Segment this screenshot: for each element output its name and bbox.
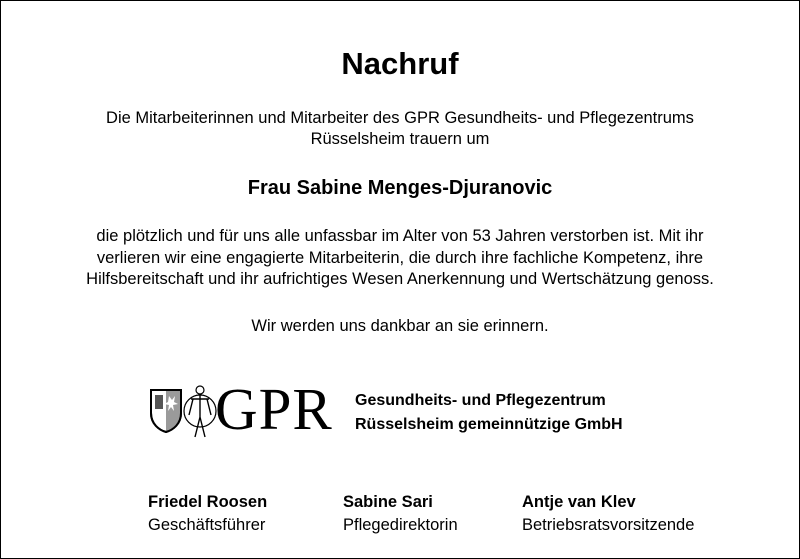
signatory-name: Friedel Roosen [148,493,268,511]
body-line: Hilfsbereitschaft und ihr aufrichtiges Wesen Anerkennung und Wertschätzung genoss. [86,270,714,288]
company-name [355,389,623,437]
deceased-name: Frau Sabine Menges-Djuranovic [247,177,553,199]
signatory-role: Pflegedirektorin [343,516,458,534]
intro-line: Rüsselsheim trauern um [310,130,490,148]
coat-of-arms-icon [149,387,183,433]
signatory [148,491,267,537]
body-line: verlieren wir eine engagierte Mitarbeiterin, die durch ihre fachliche Kompetenz, ihre [96,248,704,267]
gpr-logo [149,376,659,445]
intro-line: Die Mitarbeiterinnen und Mitarbeiter des GPR Gesundheits- und Pflegezentrums [106,109,694,127]
intro-text [1,108,799,150]
signatory-name: Antje van Klev [522,493,636,511]
company-line: Gesundheits- und Pflegezentrum [355,392,606,409]
body-line: die plötzlich und für uns alle unfassbar im Alter von 53 Jahren verstorben ist. Mit ihr [96,227,704,245]
gpr-wordmark: GPR [215,376,333,442]
body-text [1,226,799,291]
signatory-role: Betriebsratsvorsitzende [522,516,695,534]
company-line: Rüsselsheim gemeinnützige GmbH [355,416,623,433]
human-figure-icon [183,381,217,441]
signatory [343,491,458,537]
closing-text: Wir werden uns dankbar an sie erinnern. [251,317,549,335]
notice-title: Nachruf [341,46,459,81]
signatory-name: Sabine Sari [343,493,433,511]
signatory-role: Geschäftsführer [148,516,266,534]
signatory [522,491,694,537]
